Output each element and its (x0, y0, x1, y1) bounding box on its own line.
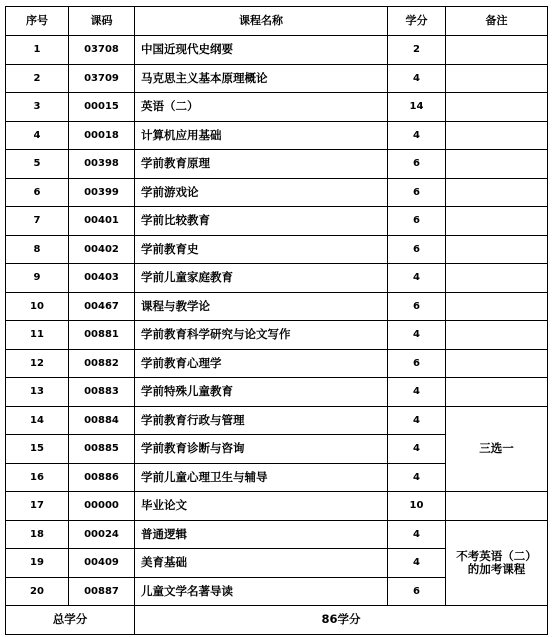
row-name: 课程与教学论 (135, 292, 388, 321)
total-value: 86学分 (135, 606, 548, 635)
row-note (446, 207, 548, 236)
header-credits: 学分 (388, 7, 446, 36)
table-row (6, 292, 548, 321)
header-note: 备注 (446, 7, 548, 36)
row-name: 学前教育行政与管理 (135, 406, 388, 435)
row-credits: 6 (388, 577, 446, 606)
row-name: 英语（二） (135, 93, 388, 122)
row-code: 00402 (69, 235, 135, 264)
row-name: 学前教育史 (135, 235, 388, 264)
row-credits: 6 (388, 349, 446, 378)
header-row (6, 7, 548, 36)
table-row (6, 207, 548, 236)
row-name: 美育基础 (135, 549, 388, 578)
row-credits: 4 (388, 264, 446, 293)
row-credits: 4 (388, 64, 446, 93)
row-no: 18 (6, 520, 69, 549)
row-no: 6 (6, 178, 69, 207)
row-code: 00884 (69, 406, 135, 435)
row-note (446, 378, 548, 407)
row-code: 00885 (69, 435, 135, 464)
table-row (6, 36, 548, 65)
row-name: 学前儿童心理卫生与辅导 (135, 463, 388, 492)
row-no: 5 (6, 150, 69, 179)
row-name: 儿童文学名著导读 (135, 577, 388, 606)
row-credits: 4 (388, 321, 446, 350)
row-note (446, 64, 548, 93)
row-credits: 4 (388, 520, 446, 549)
row-name: 普通逻辑 (135, 520, 388, 549)
note-choose-one: 三选一 (446, 406, 548, 492)
row-code: 03708 (69, 36, 135, 65)
note-extra-line2: 的加考课程 (467, 561, 526, 576)
row-code: 00399 (69, 178, 135, 207)
row-no: 8 (6, 235, 69, 264)
row-code: 00467 (69, 292, 135, 321)
header-no: 序号 (6, 7, 69, 36)
row-note (446, 321, 548, 350)
row-no: 16 (6, 463, 69, 492)
table-row (6, 93, 548, 122)
row-code: 00881 (69, 321, 135, 350)
row-code: 00887 (69, 577, 135, 606)
row-no: 2 (6, 64, 69, 93)
row-no: 1 (6, 36, 69, 65)
row-code: 00398 (69, 150, 135, 179)
row-no: 12 (6, 349, 69, 378)
row-note (446, 150, 548, 179)
row-code: 00018 (69, 121, 135, 150)
table-row (6, 235, 548, 264)
row-name: 毕业论文 (135, 492, 388, 521)
row-note (446, 36, 548, 65)
row-no: 14 (6, 406, 69, 435)
header-name: 课程名称 (135, 7, 388, 36)
note-extra-line1: 不考英语（二） (456, 549, 537, 564)
row-name: 学前教育原理 (135, 150, 388, 179)
row-no: 17 (6, 492, 69, 521)
row-credits: 4 (388, 549, 446, 578)
row-code: 00024 (69, 520, 135, 549)
row-name: 学前教育心理学 (135, 349, 388, 378)
row-code: 03709 (69, 64, 135, 93)
row-name: 马克思主义基本原理概论 (135, 64, 388, 93)
row-code: 00000 (69, 492, 135, 521)
row-note (446, 349, 548, 378)
row-credits: 4 (388, 378, 446, 407)
row-credits: 6 (388, 207, 446, 236)
row-credits: 14 (388, 93, 446, 122)
row-note (446, 264, 548, 293)
row-no: 20 (6, 577, 69, 606)
row-name: 学前特殊儿童教育 (135, 378, 388, 407)
row-no: 7 (6, 207, 69, 236)
row-note (446, 292, 548, 321)
row-code: 00401 (69, 207, 135, 236)
total-label: 总学分 (6, 606, 135, 635)
header-code: 课码 (69, 7, 135, 36)
table-row (6, 64, 548, 93)
table-row (6, 150, 548, 179)
table-row (6, 349, 548, 378)
row-credits: 6 (388, 235, 446, 264)
table-row (6, 520, 548, 549)
row-code: 00409 (69, 549, 135, 578)
row-no: 15 (6, 435, 69, 464)
row-code: 00882 (69, 349, 135, 378)
note-extra-courses (446, 520, 548, 606)
row-credits: 6 (388, 178, 446, 207)
row-note (446, 121, 548, 150)
row-code: 00403 (69, 264, 135, 293)
row-no: 3 (6, 93, 69, 122)
table-row (6, 178, 548, 207)
row-name: 学前游戏论 (135, 178, 388, 207)
course-table (5, 6, 548, 635)
row-name: 学前教育诊断与咨询 (135, 435, 388, 464)
row-credits: 6 (388, 292, 446, 321)
row-credits: 10 (388, 492, 446, 521)
row-no: 13 (6, 378, 69, 407)
row-credits: 4 (388, 463, 446, 492)
row-credits: 4 (388, 121, 446, 150)
row-credits: 4 (388, 435, 446, 464)
row-name: 学前比较教育 (135, 207, 388, 236)
row-credits: 2 (388, 36, 446, 65)
table-row (6, 378, 548, 407)
row-credits: 4 (388, 406, 446, 435)
table-row (6, 121, 548, 150)
row-note (446, 492, 548, 521)
row-name: 中国近现代史纲要 (135, 36, 388, 65)
table-row (6, 492, 548, 521)
row-code: 00886 (69, 463, 135, 492)
row-no: 4 (6, 121, 69, 150)
row-no: 19 (6, 549, 69, 578)
row-no: 10 (6, 292, 69, 321)
row-name: 计算机应用基础 (135, 121, 388, 150)
row-name: 学前教育科学研究与论文写作 (135, 321, 388, 350)
row-code: 00883 (69, 378, 135, 407)
table-row (6, 321, 548, 350)
row-note (446, 235, 548, 264)
row-code: 00015 (69, 93, 135, 122)
row-no: 11 (6, 321, 69, 350)
table-row (6, 264, 548, 293)
row-credits: 6 (388, 150, 446, 179)
row-note (446, 178, 548, 207)
row-name: 学前儿童家庭教育 (135, 264, 388, 293)
total-row (6, 606, 548, 635)
row-no: 9 (6, 264, 69, 293)
row-note (446, 93, 548, 122)
table-row (6, 406, 548, 435)
